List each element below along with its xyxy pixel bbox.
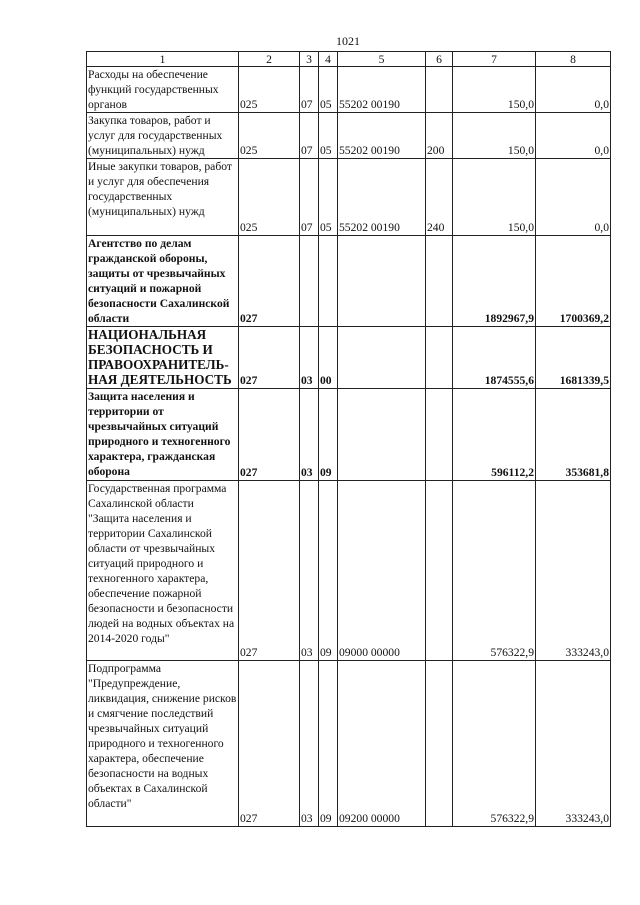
section-code: 03 (300, 481, 319, 661)
sum-col7: 150,0 (453, 113, 536, 159)
row-name: Расходы на обеспечение функций государственных органов (87, 67, 239, 113)
budget-table (86, 51, 611, 827)
target-code: 55202 00190 (338, 67, 426, 113)
section-code: 07 (300, 113, 319, 159)
row-name: Государственная программа Сахалинской области "Защита населения и территории Сахалинской области от чрезвычайных ситуаций природного и техногенного характера, обеспечение пожарной безопасности и безопасности людей на водных объектах на 2014-2020 годы" (87, 481, 239, 661)
row-name: Защита населения и территории от чрезвычайных ситуаций природного и техногенного характера, гражданская оборона (87, 389, 239, 481)
sum-col7: 596112,2 (453, 389, 536, 481)
table-row (87, 389, 611, 481)
row-name: Иные закупки товаров, работ и услуг для обеспечения государственных (муниципальных) нужд (87, 159, 239, 236)
expense-type-code (426, 481, 453, 661)
expense-type-code (426, 327, 453, 389)
subsection-code: 05 (319, 159, 338, 236)
sum-col7: 150,0 (453, 159, 536, 236)
sum-col8: 333243,0 (536, 481, 611, 661)
target-code: 55202 00190 (338, 159, 426, 236)
admin-code: 027 (239, 661, 300, 827)
target-code: 09000 00000 (338, 481, 426, 661)
column-number: 6 (426, 52, 453, 67)
sum-col7: 576322,9 (453, 481, 536, 661)
table-row (87, 159, 611, 236)
subsection-code: 00 (319, 327, 338, 389)
column-number: 4 (319, 52, 338, 67)
section-code: 03 (300, 327, 319, 389)
column-number: 8 (536, 52, 611, 67)
subsection-code: 09 (319, 389, 338, 481)
subsection-code: 05 (319, 113, 338, 159)
admin-code: 027 (239, 236, 300, 327)
subsection-code (319, 236, 338, 327)
expense-type-code (426, 661, 453, 827)
sum-col8: 333243,0 (536, 661, 611, 827)
admin-code: 025 (239, 159, 300, 236)
target-code (338, 236, 426, 327)
table-row (87, 67, 611, 113)
table-row (87, 661, 611, 827)
subsection-code: 05 (319, 67, 338, 113)
admin-code: 027 (239, 481, 300, 661)
admin-code: 025 (239, 67, 300, 113)
row-name: Агентство по делам гражданской обороны, защиты от чрезвычайных ситуаций и пожарной безопасности Сахалинской области (87, 236, 239, 327)
admin-code: 027 (239, 389, 300, 481)
sum-col8: 1681339,5 (536, 327, 611, 389)
table-row (87, 236, 611, 327)
section-code: 03 (300, 389, 319, 481)
sum-col7: 1874555,6 (453, 327, 536, 389)
column-number: 5 (338, 52, 426, 67)
column-number: 3 (300, 52, 319, 67)
row-name: Закупка товаров, работ и услуг для государственных (муниципальных) нужд (87, 113, 239, 159)
admin-code: 027 (239, 327, 300, 389)
sum-col8: 0,0 (536, 113, 611, 159)
page-number: 1021 (336, 34, 360, 48)
table-row (87, 481, 611, 661)
sum-col8: 1700369,2 (536, 236, 611, 327)
column-number-row (87, 52, 611, 67)
row-name: Подпрограмма "Предупреждение, ликвидация, снижение рисков и смягчение последствий чрезвычайных ситуаций природного и техногенного характера, обеспечение безопасности на водных объектах в Сахалинской области" (87, 661, 239, 827)
sum-col7: 576322,9 (453, 661, 536, 827)
sum-col8: 0,0 (536, 159, 611, 236)
subsection-code: 09 (319, 661, 338, 827)
expense-type-code (426, 67, 453, 113)
expense-type-code (426, 236, 453, 327)
target-code: 09200 00000 (338, 661, 426, 827)
section-code: 03 (300, 661, 319, 827)
target-code (338, 327, 426, 389)
table-row (87, 113, 611, 159)
sum-col7: 1892967,9 (453, 236, 536, 327)
expense-type-code: 200 (426, 113, 453, 159)
section-code: 07 (300, 159, 319, 236)
section-code (300, 236, 319, 327)
expense-type-code (426, 389, 453, 481)
column-number: 7 (453, 52, 536, 67)
admin-code: 025 (239, 113, 300, 159)
sum-col7: 150,0 (453, 67, 536, 113)
subsection-code: 09 (319, 481, 338, 661)
table-row (87, 327, 611, 389)
row-name: НАЦИОНАЛЬНАЯ БЕЗОПАСНОСТЬ И ПРАВООХРАНИТЕЛЬ-НАЯ ДЕЯТЕЛЬНОСТЬ (87, 327, 239, 389)
column-number: 1 (87, 52, 239, 67)
sum-col8: 353681,8 (536, 389, 611, 481)
target-code: 55202 00190 (338, 113, 426, 159)
sum-col8: 0,0 (536, 67, 611, 113)
column-number: 2 (239, 52, 300, 67)
section-code: 07 (300, 67, 319, 113)
expense-type-code: 240 (426, 159, 453, 236)
target-code (338, 389, 426, 481)
